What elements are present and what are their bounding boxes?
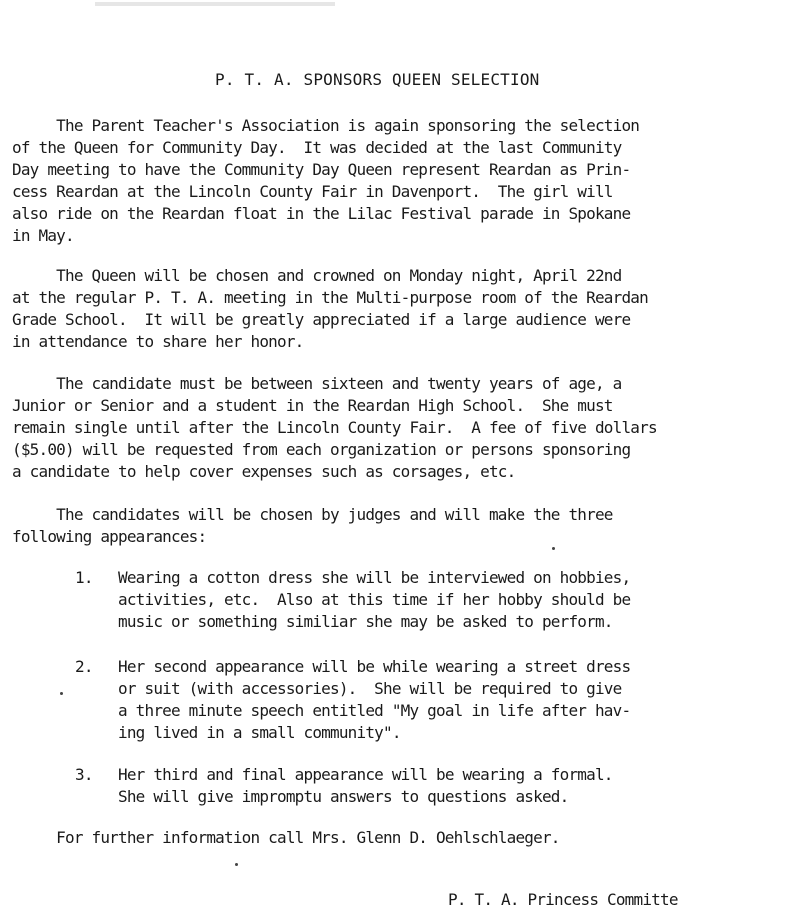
paragraph-line: of the Queen for Community Day. It was decided at the last Community [12, 138, 622, 157]
paragraph-line: The candidates will be chosen by judges and will make the three [12, 505, 613, 524]
paragraph-line: Day meeting to have the Community Day Queen represent Reardan as Prin- [12, 160, 631, 179]
paragraph-line: a candidate to help cover expenses such as corsages, etc. [12, 462, 516, 481]
paragraph-line: Grade School. It will be greatly appreciated if a large audience were [12, 310, 631, 329]
list-item-line: She will give impromptu answers to questions asked. [118, 787, 569, 806]
list-item-number: 3. [75, 765, 93, 784]
paragraph-line: The Queen will be chosen and crowned on Monday night, April 22nd [12, 266, 622, 285]
paragraph-line: in May. [12, 226, 74, 245]
scan-speck [235, 863, 238, 866]
paragraph-line: in attendance to share her honor. [12, 332, 304, 351]
list-item-line: or suit (with accessories). She will be required to give [118, 679, 622, 698]
paragraph-line: Junior or Senior and a student in the Reardan High School. She must [12, 396, 613, 415]
paragraph-line: The candidate must be between sixteen and twenty years of age, a [12, 374, 622, 393]
paragraph-line: also ride on the Reardan float in the Lilac Festival parade in Spokane [12, 204, 631, 223]
document-title: P. T. A. SPONSORS QUEEN SELECTION [215, 70, 540, 89]
list-item-line: a three minute speech entitled "My goal in life after hav- [118, 701, 631, 720]
paragraph-line: following appearances: [12, 527, 207, 546]
paragraph-line: at the regular P. T. A. meeting in the Multi-purpose room of the Reardan [12, 288, 648, 307]
paragraph-line: ($5.00) will be requested from each organization or persons sponsoring [12, 440, 631, 459]
list-item-line: Her third and final appearance will be wearing a formal. [118, 765, 613, 784]
list-item-line: ing lived in a small community". [118, 723, 401, 742]
list-item-number: 1. [75, 568, 93, 587]
paragraph-line: remain single until after the Lincoln County Fair. A fee of five dollars [12, 418, 657, 437]
list-item-number: 2. [75, 657, 93, 676]
paragraph-line: The Parent Teacher's Association is again sponsoring the selection [12, 116, 640, 135]
faded-header-mark [95, 2, 335, 6]
signature-line: P. T. A. Princess Committe [448, 890, 678, 909]
list-item-line: music or something similiar she may be asked to perform. [118, 612, 613, 631]
list-item-line: activities, etc. Also at this time if her hobby should be [118, 590, 631, 609]
closing-line: For further information call Mrs. Glenn D. Oehlschlaeger. [12, 828, 560, 847]
list-item-line: Wearing a cotton dress she will be interviewed on hobbies, [118, 568, 631, 587]
scan-speck [60, 692, 63, 695]
list-item-line: Her second appearance will be while wearing a street dress [118, 657, 631, 676]
paragraph-line: cess Reardan at the Lincoln County Fair in Davenport. The girl will [12, 182, 613, 201]
scan-speck [552, 547, 555, 550]
